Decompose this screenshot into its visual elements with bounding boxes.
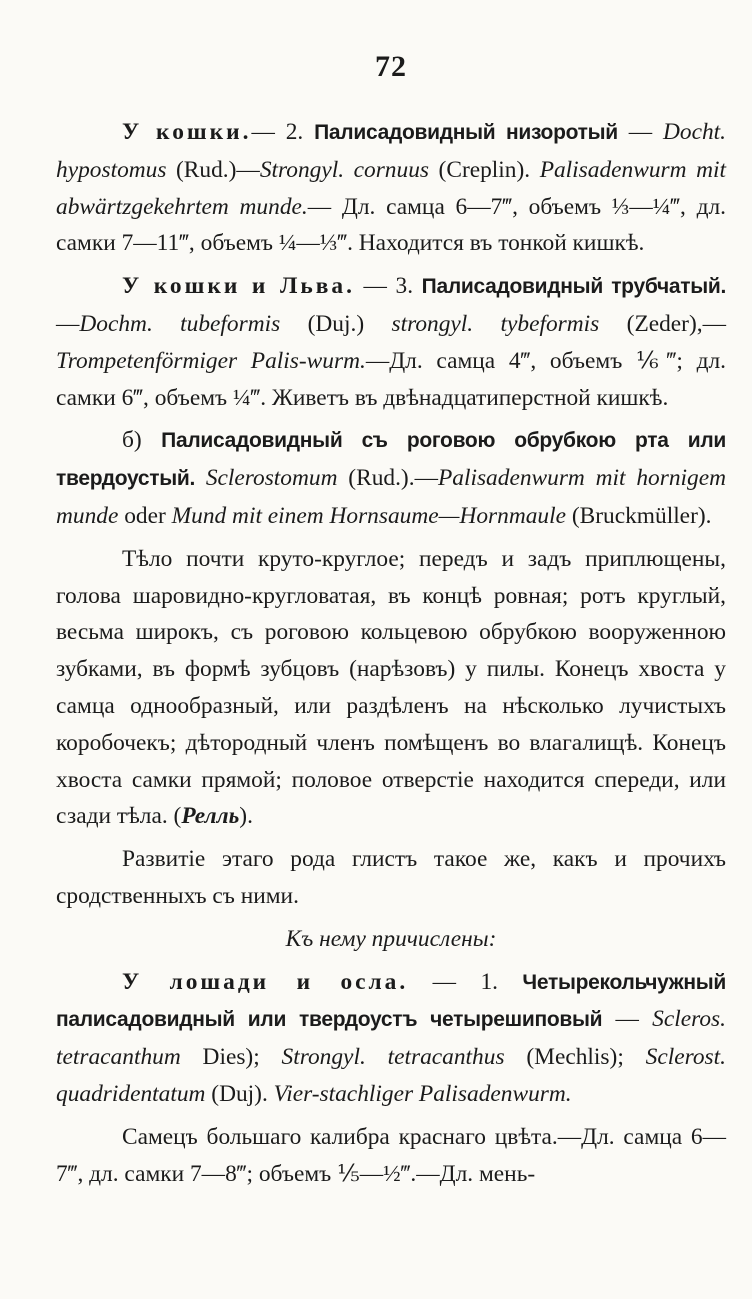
genus-heading: Палисадовидный съ роговою обрубкою рта или твердоустый.	[56, 429, 726, 491]
paragraph-male-size: Самецъ большаго калибра краснаго цвѣта.—Дл. самца 6—7‴, дл. самки 7—8‴; объемъ ⅕—½‴.—Дл. мень-	[56, 1123, 726, 1187]
paragraph-cat-lion-3: У кошки и Льва. — 3. Палисадовидный трубчатый.—Dochm. tubeformis (Duj.) strongyl. tybeformis (Zeder),—Trompetenförmiger Palis-wurm.—Дл. самца 4‴, объемъ ⅙‴; дл. самки 6‴, объемъ ¼‴. Живетъ въ двѣнадцатиперстной кишкѣ.	[56, 273, 727, 411]
page-number: 72	[375, 50, 407, 83]
host-animal: У кошки.	[122, 119, 252, 145]
latin-name: strongyl. tybeformis	[391, 310, 600, 337]
species-heading: Палисадовидный трубчатый.	[421, 275, 726, 299]
latin-name: Dochm. tubeformis	[79, 310, 281, 337]
species-heading: Палисадовидный низоротый	[314, 121, 618, 144]
latin-name: Vier-stachliger Palisadenwurm.	[273, 1080, 572, 1107]
latin-name: Palisadenwurm mit abwärtzgekehrtem munde.	[56, 156, 726, 220]
latin-name: Docht. hypostomus	[56, 119, 726, 183]
paragraph-description: Тѣло почти круто-круглое; передъ и задъ приплющены, голова шаровидно-кругловатая, въ концѣ ровная; ротъ круглый, весьма широкъ, съ роговою кольцевою обрубкою вооруженною зубками, въ формѣ зубцовъ (нарѣзовъ) у пилы. Конецъ хвоста у самца однообразный, или раздѣленъ на нѣсколько лучистыхъ коробочекъ; дѣтородный членъ помѣщенъ во влагалищѣ. Конецъ хвоста самки прямой; половое отверстіе находится спереди, или сзади тѣла. (Релль).	[56, 545, 726, 830]
paragraph-cat-2: У кошки.— 2. Палисадовидный низоротый — Docht. hypostomus (Rud.)—Strongyl. cornuus (Creplin). Palisadenwurm mit abwärtzgekehrtem munde.— Дл. самца 6—7‴, объемъ ⅓—¼‴, дл. самки 7—11‴, объемъ ¼—⅓‴. Находится въ тонкой кишкѣ.	[56, 119, 727, 257]
latin-name: Strongyl. tetracanthus	[281, 1044, 505, 1071]
species-heading: Четырекольчужный палисадовидный или твердоустъ четырешиповый	[56, 970, 726, 1032]
latin-name: Sclerostomum	[205, 465, 338, 492]
subheading-included: Къ нему причислены:	[285, 925, 497, 952]
latin-name: Palisadenwurm mit hornigem munde	[56, 465, 726, 529]
host-animal: У лошади и осла.	[122, 968, 409, 995]
latin-name: Sclerost. quadridentatum	[56, 1044, 726, 1107]
latin-name: Scleros. tetracanthum	[56, 1006, 726, 1071]
latin-name: Mund mit einem Hornsaume—Hornmaule	[171, 502, 566, 529]
author-reference: Релль	[181, 803, 240, 830]
latin-name: Strongyl. cornuus	[259, 156, 429, 183]
paragraph-genus-b: б) Палисадовидный съ роговою обрубкою рта или твердоустый. Sclerostomum (Rud.).—Palisadenwurm mit hornigem munde oder Mund mit einem Hornsaume—Hornmaule (Bruckmüller).	[56, 427, 726, 529]
latin-name: Trompetenförmiger Palis-wurm.	[56, 347, 366, 374]
paragraph-development: Развитіе этаго рода глистъ такое же, какъ и прочихъ сродственныхъ съ ними.	[56, 846, 726, 909]
host-animal: У кошки и Льва.	[122, 273, 355, 300]
paragraph-horse-1: У лошади и осла. — 1. Четырекольчужный палисадовидный или твердоустъ четырешиповый — Scleros. tetracanthum Dies); Strongyl. tetracanthus (Mechlis); Sclerost. quadridentatum (Duj). Vier-stachliger Palisadenwurm.	[56, 968, 726, 1107]
